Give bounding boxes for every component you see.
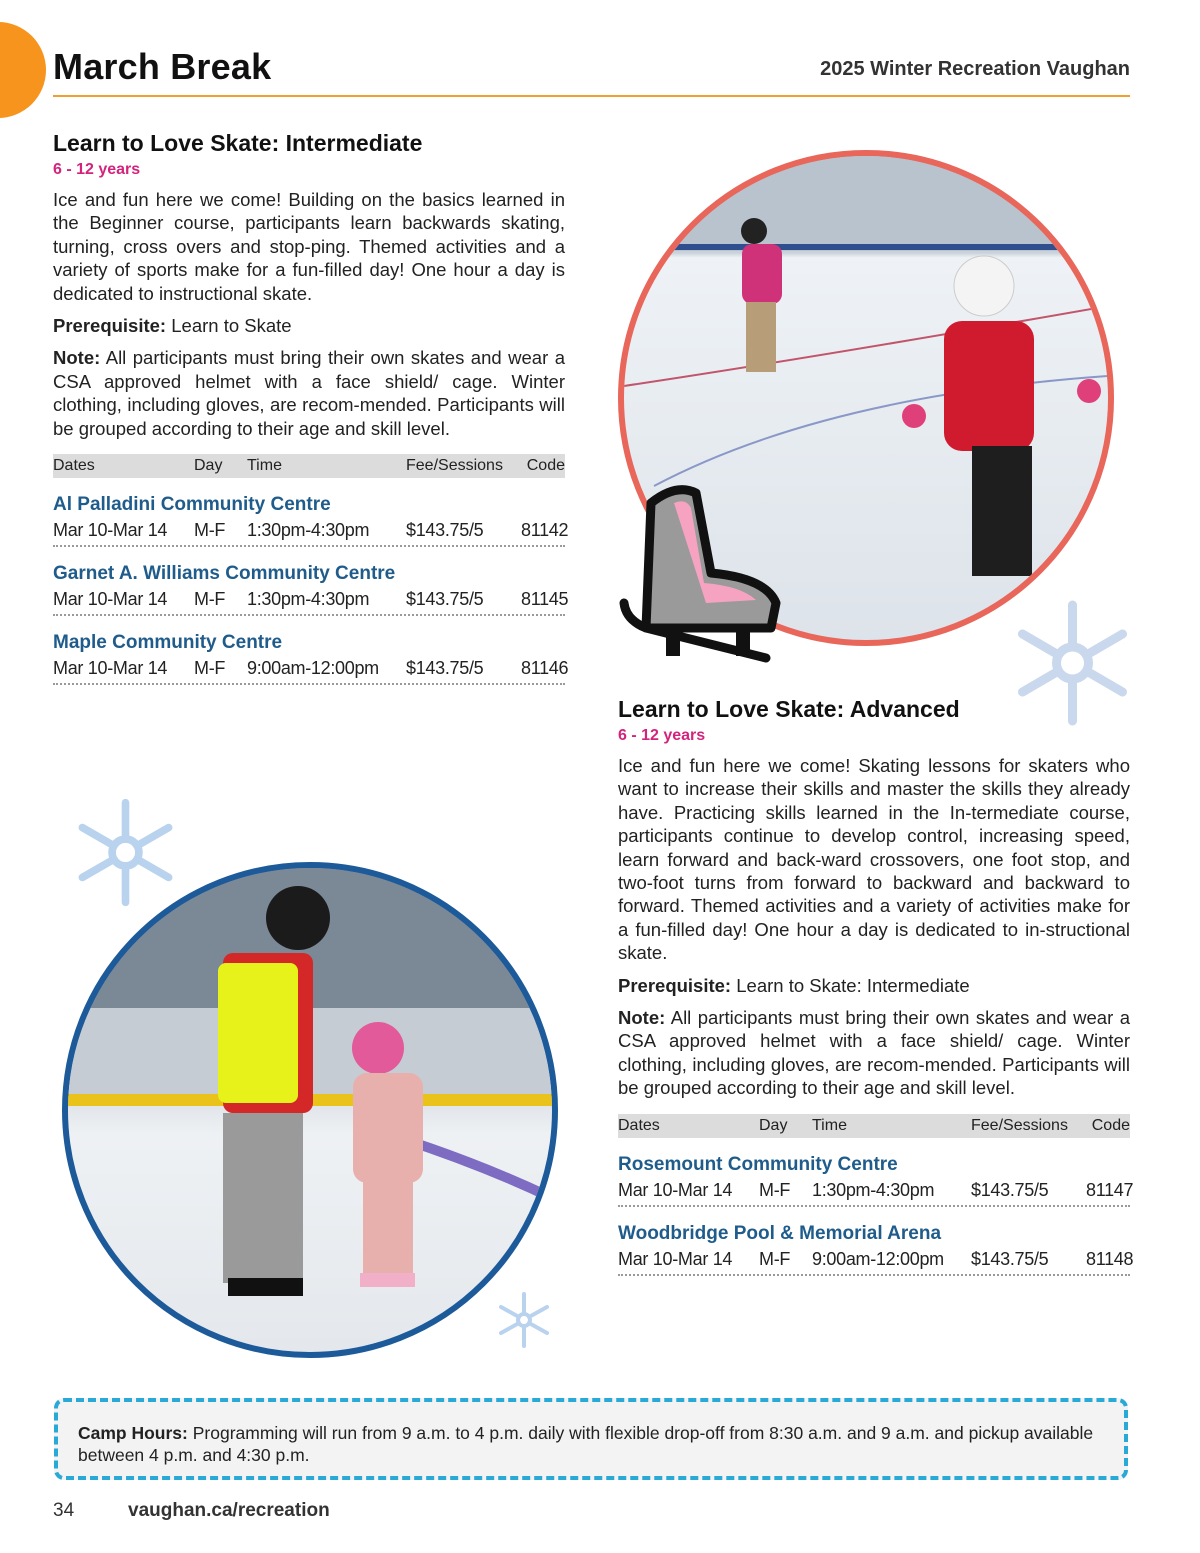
program-description: Ice and fun here we come! Skating lessons for skaters who want to increase their skills and master the skills they already have. Practicing skills learned in the In-termediate course, participants continue to develop control, increasing speed, learn forward and back-ward crossovers, one foot stop, and two-foot turns from forward to backward and backward to forward. Themed activities and a variety of activities make for a fun-filled day! One hour a day is dedicated to in-structional skate. (618, 755, 1130, 964)
cell-code: 81148 (1086, 1248, 1134, 1269)
camp-hours-callout (54, 1398, 1128, 1480)
table-header (618, 1114, 1130, 1138)
col-fee: Fee/Sessions (971, 1116, 1068, 1134)
note-label: Note: (618, 1007, 666, 1029)
cell-dates: Mar 10-Mar 14 (618, 1248, 733, 1269)
cell-time: 1:30pm-4:30pm (247, 589, 370, 610)
col-time: Time (812, 1116, 847, 1134)
cell-day: M-F (194, 520, 226, 541)
photo-instructor-child (62, 862, 558, 1358)
cell-code: 81142 (521, 520, 569, 541)
program-description: Ice and fun here we come! Building on the basics learned in the Beginner course, participants learn backwards skating, turning, cross overs and stop-ping. Themed activities and a variety of sports make for a fun-filled day! One hour a day is dedicated to instructional skate. (53, 189, 565, 304)
location-name: Rosemount Community Centre (618, 1153, 898, 1175)
col-fee: Fee/Sessions (406, 457, 503, 475)
cell-fee: $143.75/5 (971, 1179, 1049, 1200)
prerequisite-value: Learn to Skate: Intermediate (736, 974, 970, 996)
footer-url: vaughan.ca/recreation (128, 1500, 330, 1521)
cell-fee: $143.75/5 (971, 1248, 1049, 1269)
table-row (53, 517, 569, 547)
table-header (53, 454, 565, 478)
col-time: Time (247, 457, 282, 475)
prerequisite-label: Prerequisite: (618, 974, 732, 996)
cell-fee: $143.75/5 (406, 658, 484, 679)
running-head: 2025 Winter Recreation Vaughan (820, 58, 1130, 80)
note-label: Note: (53, 347, 101, 369)
program-title: Learn to Love Skate: Advanced (618, 696, 960, 722)
program-title: Learn to Love Skate: Intermediate (53, 130, 423, 156)
note-text: All participants must bring their own skates and wear a CSA approved helmet with a face shield/ cage. Winter clothing, including gloves, are recom-mended. Participants will be grouped according to their age and skill level. (618, 1007, 1130, 1099)
cell-day: M-F (759, 1248, 791, 1269)
cell-day: M-F (194, 589, 226, 610)
program-intermediate (53, 128, 569, 685)
age-range: 6 - 12 years (618, 727, 706, 744)
location-name: Woodbridge Pool & Memorial Arena (618, 1222, 942, 1244)
cell-dates: Mar 10-Mar 14 (618, 1179, 733, 1200)
col-day: Day (194, 457, 223, 475)
prerequisite (618, 974, 1130, 997)
snowflake-icon (494, 1290, 554, 1350)
cell-dates: Mar 10-Mar 14 (53, 520, 168, 541)
table-row (53, 655, 569, 685)
note-text: All participants must bring their own skates and wear a CSA approved helmet with a face shield/ cage. Winter clothing, including gloves, are recom-mended. Participants will be grouped according to their age and skill level. (53, 347, 565, 439)
cell-fee: $143.75/5 (406, 589, 484, 610)
cell-fee: $143.75/5 (406, 520, 484, 541)
header-rule (53, 95, 1130, 97)
age-range: 6 - 12 years (53, 161, 141, 178)
snowflake-icon (68, 795, 183, 910)
col-code: Code (1091, 1116, 1130, 1134)
cell-day: M-F (759, 1179, 791, 1200)
table-row (53, 586, 569, 616)
callout-text: Programming will run from 9 a.m. to 4 p.m. daily with flexible drop-off from 8:30 a.m. and 9 a.m. and pickup available between 4 p.m. and 4:30 p.m. (78, 1423, 1094, 1465)
table-row (618, 1246, 1134, 1276)
program-advanced (618, 694, 1134, 1276)
cell-code: 81146 (521, 658, 569, 679)
cell-dates: Mar 10-Mar 14 (53, 658, 168, 679)
location-name: Garnet A. Williams Community Centre (53, 563, 396, 585)
prerequisite-value: Learn to Skate (171, 315, 292, 337)
cell-day: M-F (194, 658, 226, 679)
cell-code: 81147 (1086, 1179, 1134, 1200)
skate-icon (616, 478, 786, 668)
section-tab-marker (0, 22, 46, 118)
col-dates: Dates (53, 457, 95, 475)
cell-time: 1:30pm-4:30pm (812, 1179, 935, 1200)
cell-code: 81145 (521, 589, 569, 610)
cell-time: 1:30pm-4:30pm (247, 520, 370, 541)
table-row (618, 1177, 1134, 1207)
note (53, 346, 565, 440)
cell-time: 9:00am-12:00pm (247, 658, 379, 679)
prerequisite (53, 314, 565, 337)
cell-dates: Mar 10-Mar 14 (53, 589, 168, 610)
callout-label: Camp Hours: (78, 1423, 188, 1443)
col-code: Code (526, 457, 565, 475)
page-title: March Break (53, 46, 272, 87)
location-name: Maple Community Centre (53, 632, 283, 654)
location-name: Al Palladini Community Centre (53, 494, 331, 516)
note (618, 1006, 1130, 1100)
prerequisite-label: Prerequisite: (53, 315, 167, 337)
cell-time: 9:00am-12:00pm (812, 1248, 944, 1269)
page-number: 34 (53, 1500, 75, 1521)
col-dates: Dates (618, 1116, 660, 1134)
col-day: Day (759, 1116, 788, 1134)
